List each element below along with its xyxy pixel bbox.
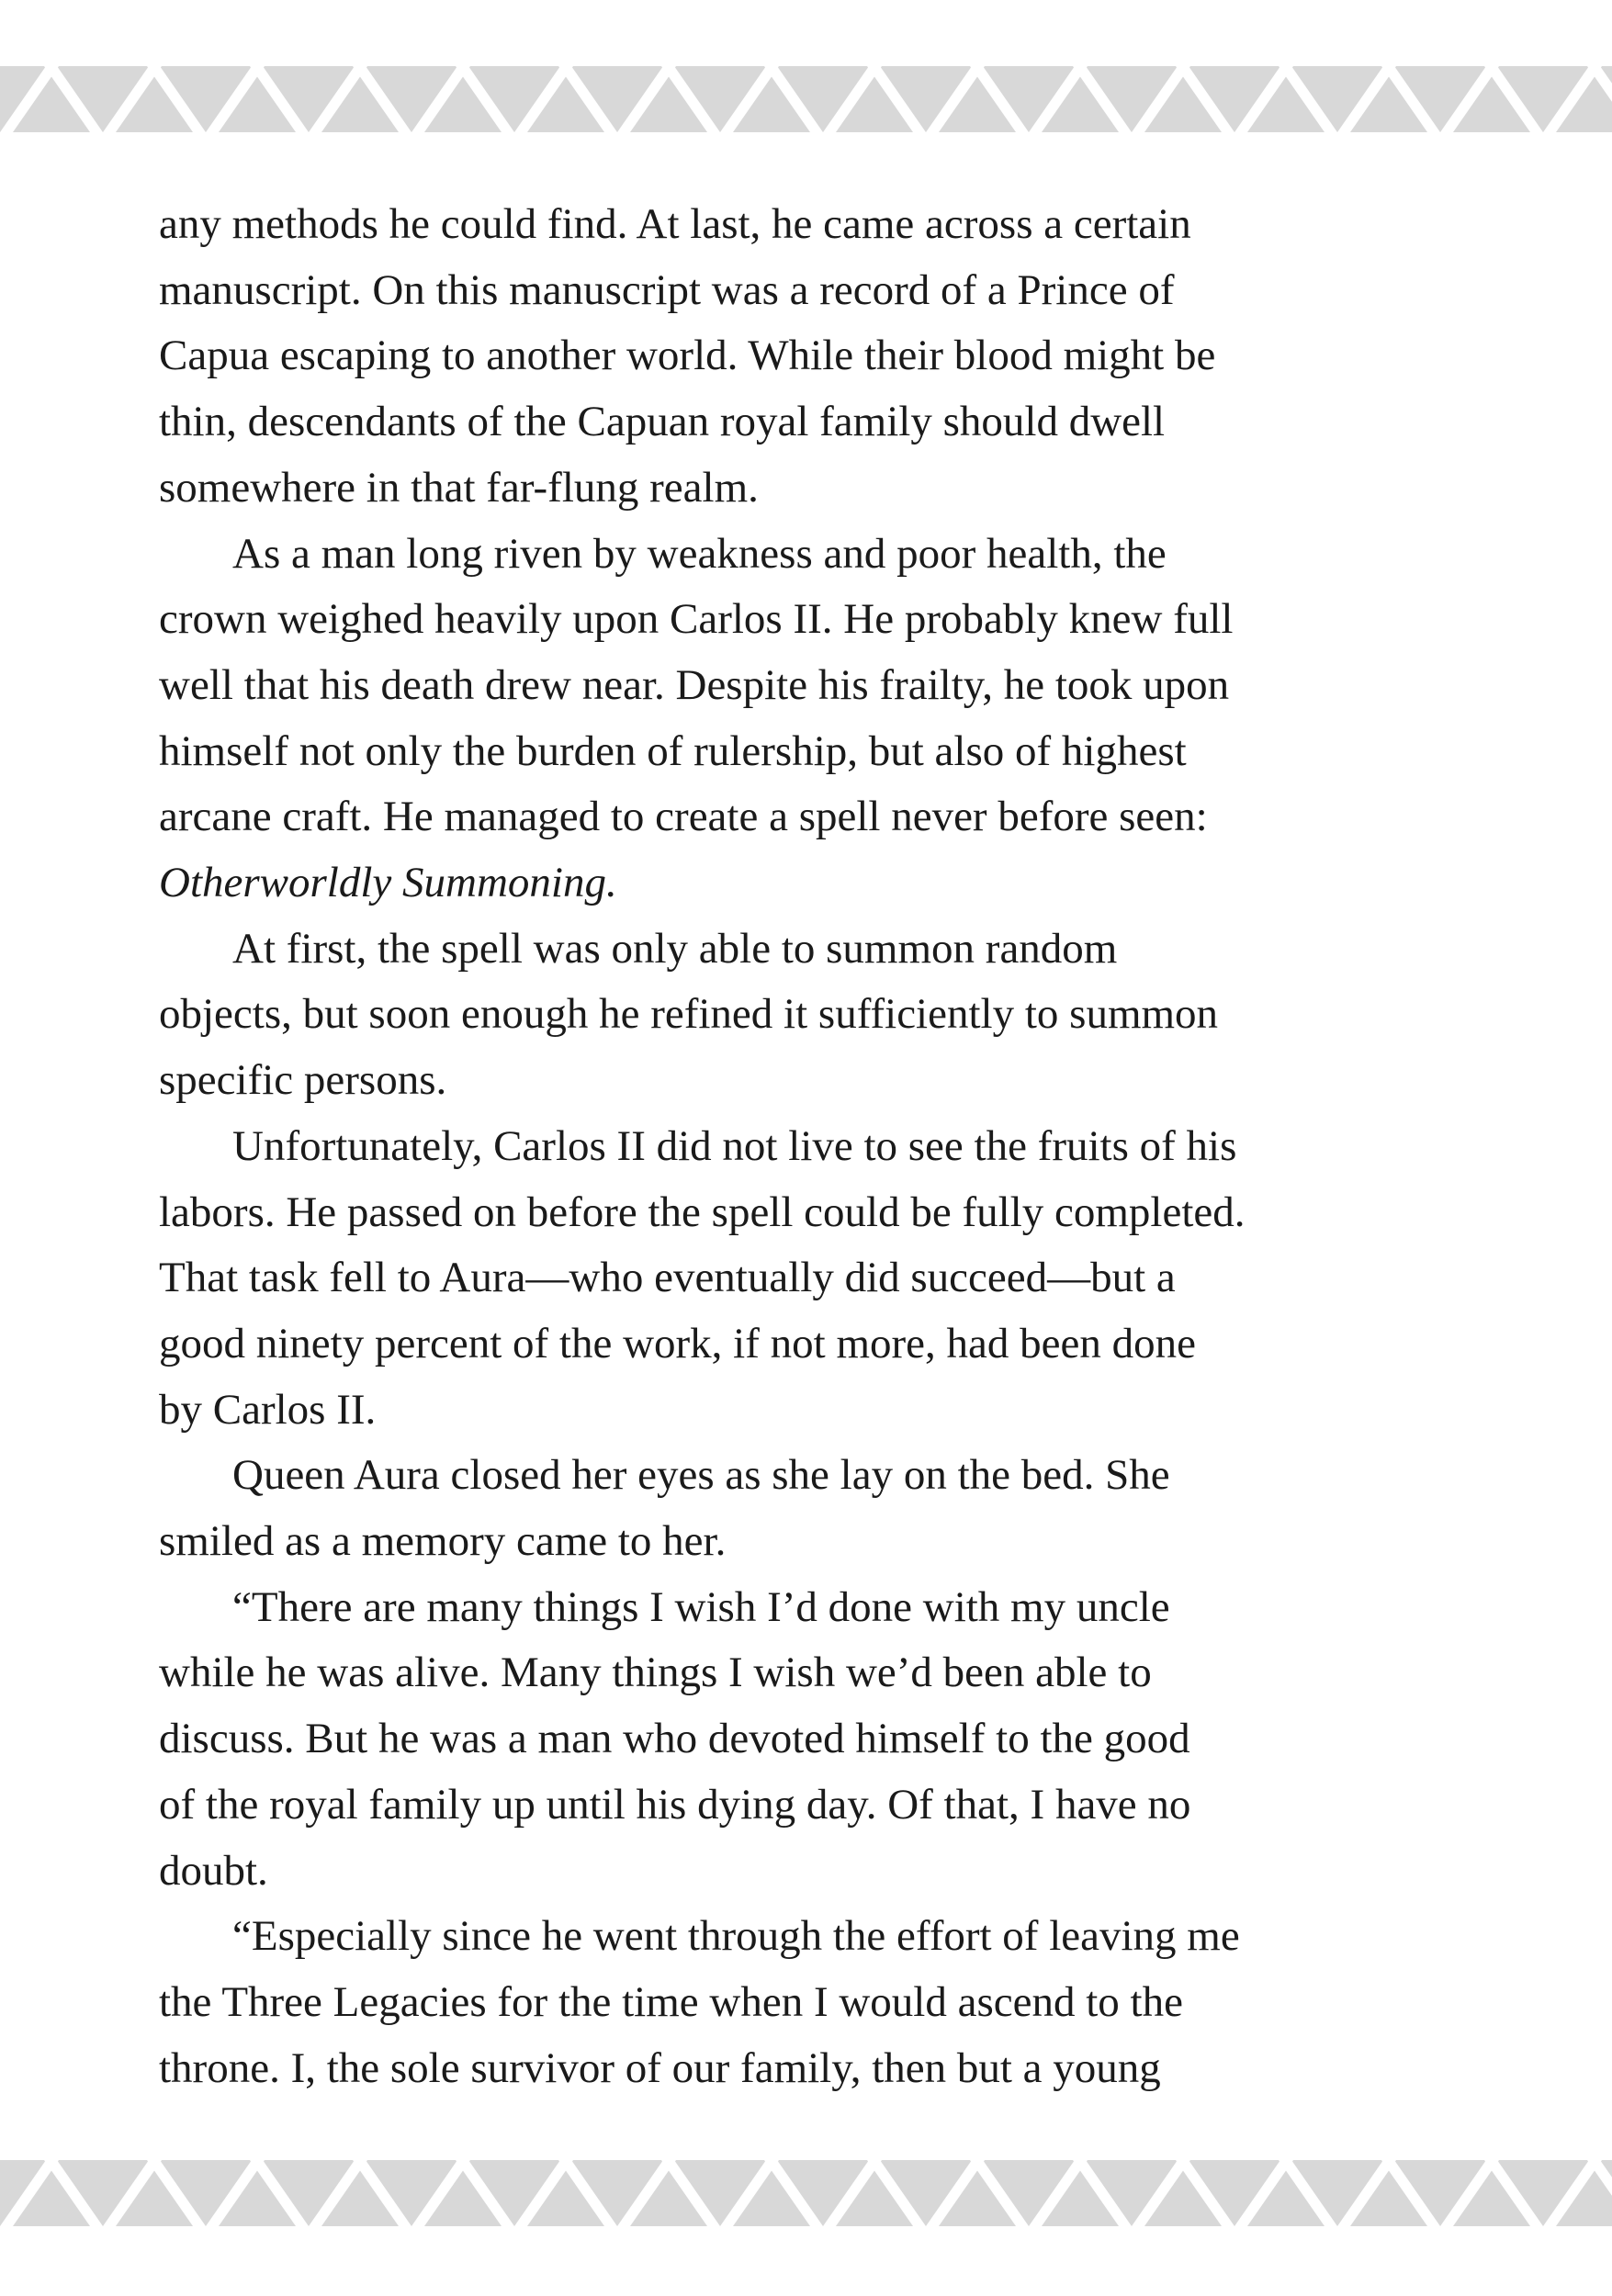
- text-line: That task fell to Aura—who eventually did succeed—but a: [159, 1254, 1176, 1302]
- text-line: smiled as a memory came to her.: [159, 1517, 727, 1566]
- text-line: At first, the spell was only able to summon random: [232, 924, 1118, 973]
- text-line: “There are many things I wish I’d done with my uncle: [232, 1582, 1170, 1631]
- text-line: of the royal family up until his dying day. Of that, I have no: [159, 1780, 1191, 1829]
- text-line: himself not only the burden of rulership, but also of highest: [159, 726, 1187, 775]
- page-text: [159, 192, 1463, 2101]
- bottom-triangle-border: [0, 2160, 1612, 2226]
- text-line: manuscript. On this manuscript was a record of a Prince of: [159, 265, 1175, 314]
- text-line: somewhere in that far-flung realm.: [159, 463, 759, 512]
- text-line: Otherworldly Summoning.: [159, 859, 617, 907]
- text-line: well that his death drew near. Despite his frailty, he took upon: [159, 660, 1230, 709]
- text-line: discuss. But he was a man who devoted himself to the good: [159, 1715, 1190, 1763]
- text-line: arcane craft. He managed to create a spell never before seen:: [159, 793, 1208, 841]
- text-line: “Especially since he went through the effort of leaving me: [232, 1912, 1240, 1961]
- text-line: any methods he could find. At last, he came across a certain: [159, 200, 1191, 248]
- text-line: Capua escaping to another world. While their blood might be: [159, 332, 1216, 380]
- text-line: Unfortunately, Carlos II did not live to see the fruits of his: [232, 1121, 1237, 1170]
- text-line: good ninety percent of the work, if not more, had been done: [159, 1319, 1196, 1367]
- text-line: throne. I, the sole survivor of our family, then but a young: [159, 2043, 1161, 2092]
- text-line: the Three Legacies for the time when I would ascend to the: [159, 1977, 1183, 2026]
- top-triangle-border: [0, 66, 1612, 132]
- text-line: thin, descendants of the Capuan royal family should dwell: [159, 398, 1166, 446]
- text-line: crown weighed heavily upon Carlos II. He probably knew full: [159, 595, 1234, 644]
- text-line: doubt.: [159, 1846, 268, 1895]
- text-line: labors. He passed on before the spell could be fully completed.: [159, 1187, 1246, 1236]
- text-line: by Carlos II.: [159, 1385, 377, 1434]
- text-line: while he was alive. Many things I wish we’d been able to: [159, 1649, 1152, 1697]
- text-line: Queen Aura closed her eyes as she lay on the bed. She: [232, 1451, 1170, 1500]
- text-line: specific persons.: [159, 1056, 447, 1105]
- text-line: As a man long riven by weakness and poor health, the: [232, 529, 1167, 578]
- text-line: objects, but soon enough he refined it sufficiently to summon: [159, 990, 1219, 1039]
